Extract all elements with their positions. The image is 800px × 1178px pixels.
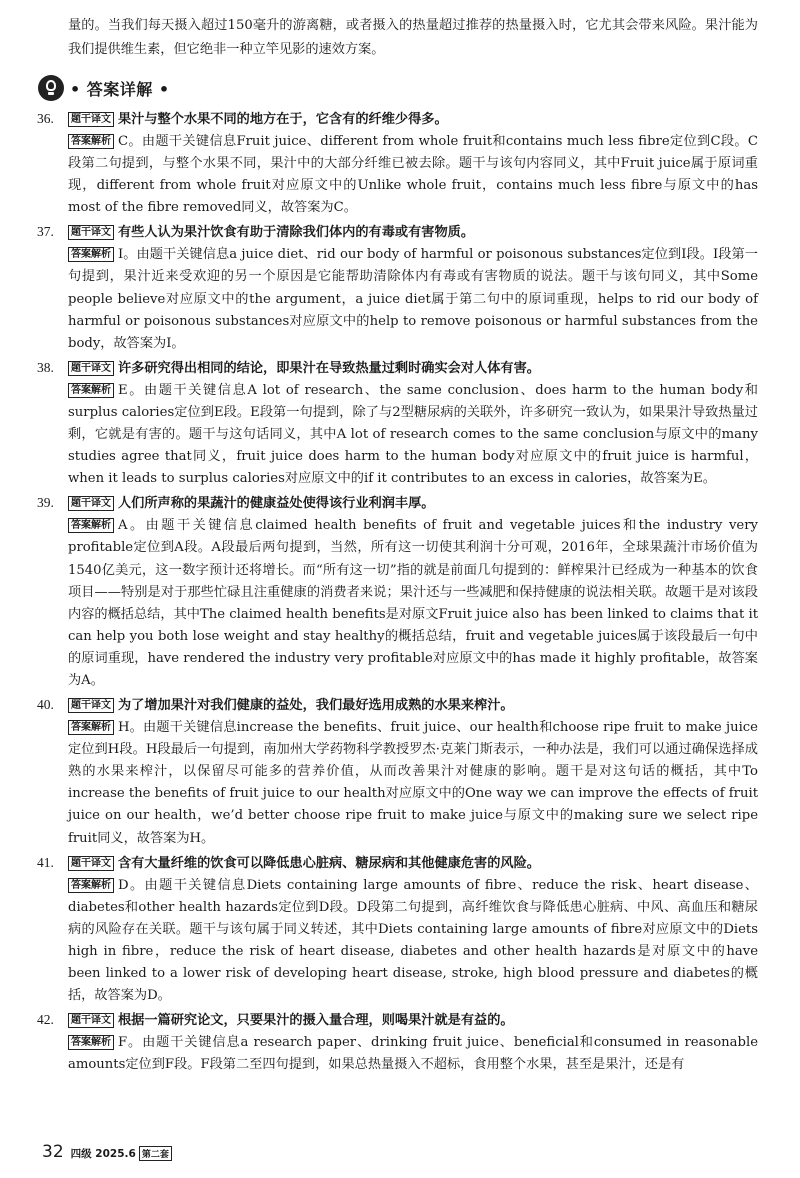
analysis-tag: 答案解析 [68,1035,114,1050]
answer-analysis [68,380,758,490]
analysis-tag: 答案解析 [68,878,114,893]
question-translation: 果汁与整个水果不同的地方在于，它含有的纤维少得多。 [118,112,448,127]
question-number: 38. [37,359,54,375]
analysis-text: A。由题干关键信息claimed health benefits of fruit and vegetable juices和the industry very profitable定位到A段。A段最后两句提到，当然，所有这一切使其利润十分可观，2016年，全球果蔬汁市场价值为1540亿美元，这一数字预计还将增长。而“所有这一切”指的就是前面几句提到的：鲜榨果汁已经成为一种基本的饮食项目——特别是对于那些忙碌且注重健康的消费者来说；果汁还与一些减肥和保持健康的说法相关联。故题干是对该段内容的概括总结，其中The claimed health benefits是对原文Fruit juice also has been linked to claims that it can help you both lose weight and stay healthy的概括总结，fruit and vegetable juices属于该段最后一句中的原词重现，have rendered the industry very profitable对应原文中的has made it highly profitable，故答案为A。 [68,518,758,688]
volume-badge: 第二套 [139,1146,172,1161]
analysis-tag: 答案解析 [68,134,114,149]
translation-tag: 题干译文 [68,112,114,127]
analysis-tag: 答案解析 [68,247,114,262]
analysis-text: E。由题干关键信息A lot of research、the same conclusion、does harm to the human body和surplus calories定位到E段。E段第一句提到，除了与2型糖尿病的关联外，许多研究一致认为，如果果汁导致热量过剩，它就是有害的。题干与这句话同义，其中A lot of research comes to the same conclusion与原文中的many studies agree that同义，fruit juice does harm to the human body对应原文中的fruit juice is harmful，when it leads to surplus calories对应原文中的if it contributes to an excess in calories，故答案为E。 [68,382,758,487]
question-item [37,357,758,490]
answer-analysis [68,244,758,354]
answer-analysis [68,1032,758,1076]
question-number: 40. [37,697,54,713]
question-item [37,492,758,692]
intro-paragraph: 量的。当我们每天摄入超过150毫升的游离糖，或者摄入的热量超过推荐的热量摄入时，它尤其会带来风险。果汁能为我们提供维生素，但它绝非一种立竿见影的速效方案。 [68,18,758,57]
answer-analysis [68,717,758,850]
answer-analysis [68,515,758,692]
question-number: 37. [37,224,54,240]
question-translation: 根据一篇研究论文，只要果汁的摄入量合理，则喝果汁就是有益的。 [118,1013,514,1029]
question-translation: 有些人认为果汁饮食有助于清除我们体内的有毒或有害物质。 [118,225,475,241]
lightbulb-icon [38,75,64,101]
analysis-tag: 答案解析 [68,383,114,398]
page-number: 32 [42,1142,64,1162]
question-item [37,694,758,850]
analysis-tag: 答案解析 [68,518,114,533]
answer-analysis [68,875,758,1008]
translation-tag: 题干译文 [68,856,114,871]
question-number: 39. [37,495,54,511]
section-title: • 答案详解 • [70,79,170,99]
translation-tag: 题干译文 [68,1013,114,1028]
question-number: 36. [37,111,54,126]
question-translation: 为了增加果汁对我们健康的益处，我们最好选用成熟的水果来榨汁。 [118,698,514,714]
question-item [37,852,758,1008]
translation-tag: 题干译文 [68,698,114,713]
analysis-text: F。由题干关键信息a research paper、drinking fruit juice、beneficial和consumed in reasonable amounts定位到F段。F段第二至四句提到，如果总热量摄入不超标，食用整个水果，甚至是果汁，还是有 [68,1035,758,1073]
question-item [37,221,758,354]
issue-label: 四级 2025.6 [70,1148,136,1160]
question-translation: 含有大量纤维的饮食可以降低患心脏病、糖尿病和其他健康危害的风险。 [118,855,540,871]
answer-section-header [38,73,758,103]
question-translation: 许多研究得出相同的结论，即果汁在导致热量过剩时确实会对人体有害。 [118,360,540,376]
analysis-text: I。由题干关键信息a juice diet、rid our body of harmful or poisonous substances定位到I段。I段第一句提到，果汁近来受欢迎的另一个原因是它能帮助清除体内有毒或有害物质的说法。题干与该句同义，其中Some people believe对应原文中的the argument，a juice diet属于第二句中的原词重现，helps to rid our body of harmful or poisonous substances对应原文中的help to remove poisonous or harmful substances from the body，故答案为I。 [68,247,758,351]
question-number: 41. [37,854,54,870]
translation-tag: 题干译文 [68,361,114,376]
analysis-text: D。由题干关键信息Diets containing large amounts of fibre、reduce the risk、heart disease、diabetes和other health hazards定位到D段。D段第二句提到，高纤维饮食与降低患心脏病、中风、高血压和糖尿病的风险存在关联。题干与该句属于同义转述，其中Diets containing large amounts of fibre对应原文中的Diets high in fibre，reduce the risk of heart disease, diabetes and other health hazards是对原文中的have been linked to a lower risk of developing heart disease, stroke, high blood pressure and diabetes的概括，故答案为D。 [68,877,758,1004]
translation-tag: 题干译文 [68,225,114,240]
analysis-text: C。由题干关键信息Fruit juice、different from whole fruit和contains much less fibre定位到C段。C段第二句提到，与整个水果不同，果汁中的大部分纤维已被去除。题干与该句内容同义，其中Fruit juice属于原词重现，different from whole fruit对应原文中的Unlike whole fruit，contains much less fibre与原文中的has most of the fibre removed同义，故答案为C。 [68,134,758,216]
question-item [37,1009,758,1076]
question-list [37,108,758,1076]
question-number: 42. [37,1012,54,1028]
page-footer [42,1142,172,1162]
answer-analysis [68,131,758,219]
analysis-text: H。由题干关键信息increase the benefits、fruit juice、our health和choose ripe fruit to make juice定位到H段。H段最后一句提到，南加州大学药物科学教授罗杰·克莱门斯表示，一种办法是，我们可以通过确保选择成熟的水果来榨汁，以保留尽可能多的营养价值，从而改善果汁对健康的影响。题干是对这句话的概括，其中To increase the benefits of fruit juice to our health对应原文中的One way we can improve the effects of fruit juice on our health，we’d better choose ripe fruit to make juice与原文中的making sure we select ripe fruit同义，故答案为H。 [68,720,758,846]
question-item [37,108,758,219]
question-translation: 人们所声称的果蔬汁的健康益处使得该行业利润丰厚。 [118,496,435,512]
page-content [37,14,758,1078]
translation-tag: 题干译文 [68,496,114,511]
analysis-tag: 答案解析 [68,720,114,735]
